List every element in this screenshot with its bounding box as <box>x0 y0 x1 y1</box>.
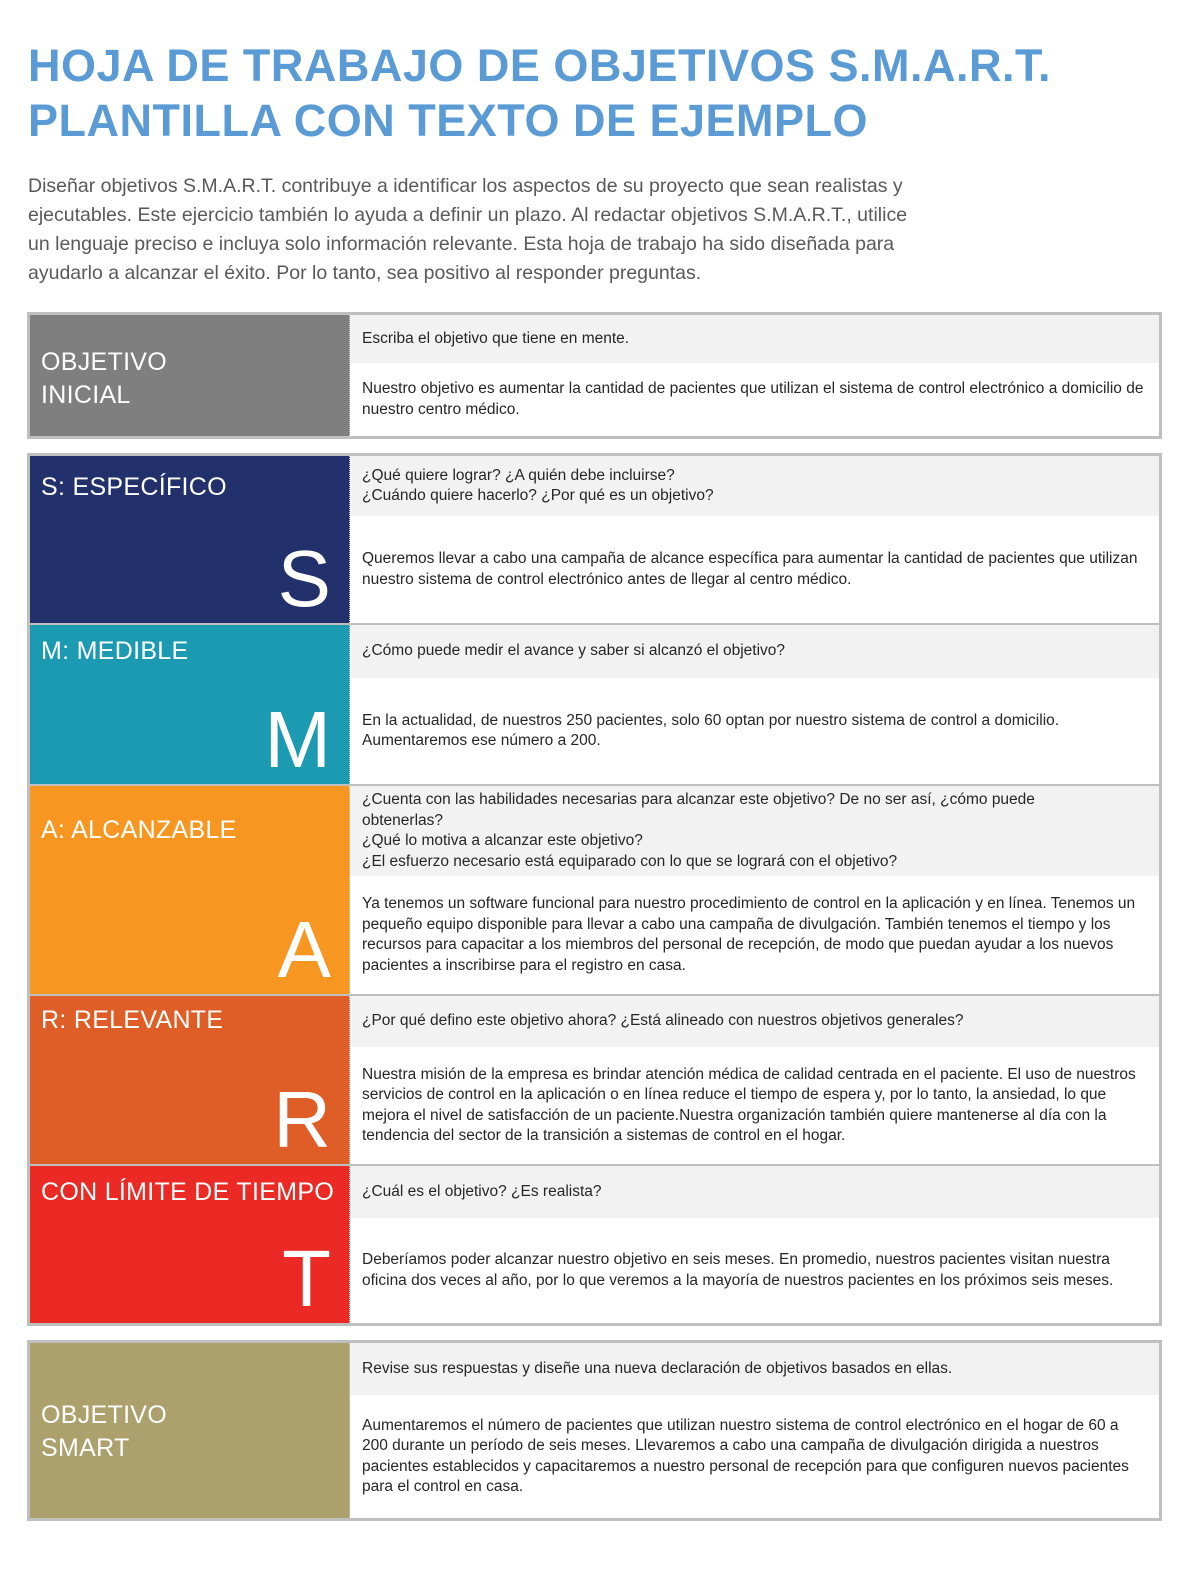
specific-label: S: ESPECÍFICO <box>41 473 227 501</box>
achievable-letter: A <box>277 905 331 994</box>
intro-paragraph <box>28 172 1128 288</box>
achievable-answer-field[interactable]: Ya tenemos un software funcional para nuestro procedimiento de control en la aplicación y en línea. Tenemos un pequeño equipo disponible para llevar a cabo una campaña de divulgación. También tenemos el tiempo y los recursos para capacitar a los miembros del personal de recepción, de modo que puedan ayudar a los nuevos pacientes a inscribirse para el registro en casa. <box>362 895 1136 974</box>
achievable-content <box>350 786 1159 994</box>
time-bound-prompt: ¿Cuál es el objetivo? ¿Es realista? <box>350 1166 1159 1218</box>
initial-goal-answer-field[interactable]: Nuestro objetivo es aumentar la cantidad de pacientes que utilizan el sistema de control electrónico a domicilio de nuestro centro médico. <box>362 380 1144 418</box>
smart-row-specific <box>30 456 1159 623</box>
specific-label-cell <box>30 456 350 623</box>
smart-table <box>27 453 1162 1326</box>
time-bound-label: CON LÍMITE DE TIEMPO <box>41 1178 335 1206</box>
relevant-prompt: ¿Por qué defino este objetivo ahora? ¿Está alineado con nuestros objetivos generales? <box>350 996 1159 1047</box>
specific-content <box>350 456 1159 623</box>
smart-row-time-bound <box>30 1164 1159 1323</box>
measurable-content <box>350 625 1159 784</box>
initial-goal-label: OBJETIVO INICIAL <box>41 348 168 409</box>
time-bound-answer-field[interactable]: Deberíamos poder alcanzar nuestro objetivo en seis meses. En promedio, nuestros pacientes visitan nuestra oficina dos veces al año, por lo que veremos a la mayoría de nuestros pacientes en los próximos seis meses. <box>362 1251 1114 1289</box>
smart-row-measurable <box>30 623 1159 784</box>
relevant-letter: R <box>273 1075 331 1164</box>
specific-answer-field[interactable]: Queremos llevar a cabo una campaña de alcance específica para aumentar la cantidad de pacientes que utilizan nuestro sistema de control electrónico antes de llegar al centro médico. <box>362 550 1138 588</box>
measurable-letter: M <box>264 695 331 784</box>
smart-goal-table <box>27 1340 1162 1521</box>
smart-goal-answer-field[interactable]: Aumentaremos el número de pacientes que utilizan nuestro sistema de control electrónico en el hogar de 60 a 200 durante un período de seis meses. Llevaremos a cabo una campaña de divulgación dirigida a nuestros pacientes establecidos y capacitaremos a nuestro personal de recepción para que configuren nuevos pacientes para el control en casa. <box>362 1416 1129 1495</box>
title-line-2: PLANTILLA CON TEXTO DE EJEMPLO <box>28 95 869 146</box>
initial-goal-row <box>30 315 1159 436</box>
achievable-prompt: ¿Cuenta con las habilidades necesarias para alcanzar este objetivo? De no ser así, ¿cómo puede obtenerlas? ¿Qué lo motiva a alcanzar este objetivo? ¿El esfuerzo necesario está equiparado con lo que se logrará con el objetivo? <box>350 786 1159 876</box>
achievable-label-cell <box>30 786 350 994</box>
intro-line: ayudarlo a alcanzar el éxito. Por lo tanto, sea positivo al responder preguntas. <box>28 262 702 284</box>
relevant-label-cell <box>30 996 350 1164</box>
specific-prompt: ¿Qué quiere lograr? ¿A quién debe incluirse? ¿Cuándo quiere hacerlo? ¿Por qué es un objetivo? <box>350 456 1159 516</box>
measurable-label-cell <box>30 625 350 784</box>
smart-goal-label-cell <box>30 1343 350 1518</box>
page-title <box>28 38 1178 148</box>
measurable-label: M: MEDIBLE <box>41 637 189 665</box>
measurable-answer-field[interactable]: En la actualidad, de nuestros 250 pacientes, solo 60 optan por nuestro sistema de control a domicilio. Aumentaremos ese número a 200. <box>362 711 1060 749</box>
smart-row-relevant <box>30 994 1159 1164</box>
relevant-label: R: RELEVANTE <box>41 1006 224 1034</box>
smart-goal-label: OBJETIVO SMART <box>41 1401 168 1462</box>
achievable-label: A: ALCANZABLE <box>41 816 237 844</box>
initial-goal-table <box>27 312 1162 439</box>
smart-goal-content <box>350 1343 1159 1518</box>
measurable-prompt: ¿Cómo puede medir el avance y saber si alcanzó el objetivo? <box>350 625 1159 678</box>
specific-letter: S <box>277 534 331 623</box>
title-line-1: HOJA DE TRABAJO DE OBJETIVOS S.M.A.R.T. <box>28 40 1051 91</box>
intro-line: un lenguaje preciso e incluya solo información relevante. Esta hoja de trabajo ha sido diseñada para <box>28 233 895 255</box>
time-bound-letter: T <box>282 1234 331 1323</box>
smart-goal-row <box>30 1343 1159 1518</box>
intro-line: Diseñar objetivos S.M.A.R.T. contribuye a identificar los aspectos de su proyecto que sean realistas y <box>28 175 903 197</box>
relevant-content <box>350 996 1159 1164</box>
intro-line: ejecutables. Este ejercicio también lo ayuda a definir un plazo. Al redactar objetivos S.M.A.R.T., utilice <box>28 204 908 226</box>
initial-goal-prompt: Escriba el objetivo que tiene en mente. <box>350 315 1159 363</box>
relevant-answer-field[interactable]: Nuestra misión de la empresa es brindar atención médica de calidad centrada en el paciente. El uso de nuestros servicios de control en la aplicación o en línea reduce el tiempo de espera y, por lo tanto, la ansiedad, lo que mejora el nivel de satisfacción de un paciente.Nuestra organización también quiere mantenerse al día con la tendencia del sector de la transición a sistemas de control en el hogar. <box>362 1065 1136 1144</box>
time-bound-content <box>350 1166 1159 1323</box>
initial-goal-content <box>350 315 1159 436</box>
time-bound-label-cell <box>30 1166 350 1323</box>
smart-goal-prompt: Revise sus respuestas y diseñe una nueva declaración de objetivos basados en ellas. <box>350 1343 1159 1395</box>
initial-goal-label-cell <box>30 315 350 436</box>
smart-row-achievable <box>30 784 1159 994</box>
